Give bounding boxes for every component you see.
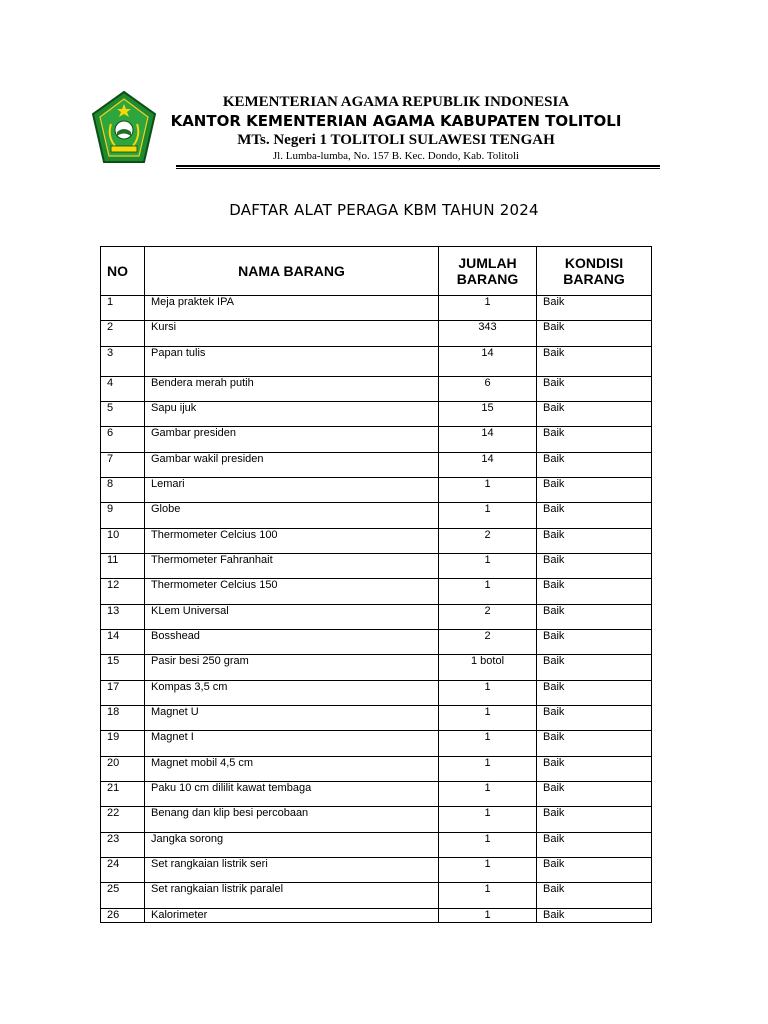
cell-name: Kursi bbox=[145, 321, 439, 347]
cell-condition: Baik bbox=[537, 347, 652, 377]
cell-quantity: 343 bbox=[439, 321, 537, 347]
kemenag-logo-icon bbox=[91, 90, 157, 166]
cell-no: 19 bbox=[101, 731, 145, 757]
table-row bbox=[101, 427, 652, 453]
cell-no: 14 bbox=[101, 630, 145, 655]
cell-name: Papan tulis bbox=[145, 347, 439, 377]
table-row bbox=[101, 909, 652, 923]
cell-no: 25 bbox=[101, 883, 145, 909]
cell-quantity: 15 bbox=[439, 402, 537, 427]
cell-condition: Baik bbox=[537, 681, 652, 706]
cell-quantity: 1 bbox=[439, 833, 537, 858]
cell-condition: Baik bbox=[537, 579, 652, 605]
cell-condition: Baik bbox=[537, 503, 652, 529]
cell-name: Magnet mobil 4,5 cm bbox=[145, 757, 439, 782]
cell-no: 21 bbox=[101, 782, 145, 807]
cell-condition: Baik bbox=[537, 554, 652, 579]
letterhead-divider bbox=[176, 165, 660, 167]
cell-name: Thermometer Fahranhait bbox=[145, 554, 439, 579]
cell-no: 24 bbox=[101, 858, 145, 883]
cell-condition: Baik bbox=[537, 731, 652, 757]
cell-no: 8 bbox=[101, 478, 145, 503]
cell-quantity: 1 bbox=[439, 782, 537, 807]
cell-quantity: 1 bbox=[439, 706, 537, 731]
table-row bbox=[101, 402, 652, 427]
cell-condition: Baik bbox=[537, 833, 652, 858]
table-row bbox=[101, 579, 652, 605]
cell-condition: Baik bbox=[537, 858, 652, 883]
cell-quantity: 1 botol bbox=[439, 655, 537, 681]
table-row bbox=[101, 731, 652, 757]
cell-name: Set rangkaian listrik paralel bbox=[145, 883, 439, 909]
table-row bbox=[101, 757, 652, 782]
cell-no: 1 bbox=[101, 296, 145, 321]
table-row bbox=[101, 453, 652, 478]
cell-quantity: 14 bbox=[439, 347, 537, 377]
table-row bbox=[101, 554, 652, 579]
cell-condition: Baik bbox=[537, 529, 652, 554]
cell-name: Globe bbox=[145, 503, 439, 529]
cell-condition: Baik bbox=[537, 782, 652, 807]
cell-no: 6 bbox=[101, 427, 145, 453]
cell-name: Kalorimeter bbox=[145, 909, 439, 923]
cell-name: Kompas 3,5 cm bbox=[145, 681, 439, 706]
table-row bbox=[101, 681, 652, 706]
letterhead-divider-thin bbox=[176, 168, 660, 169]
equipment-table bbox=[100, 246, 652, 923]
cell-no: 17 bbox=[101, 681, 145, 706]
cell-condition: Baik bbox=[537, 377, 652, 402]
cell-condition: Baik bbox=[537, 296, 652, 321]
cell-no: 13 bbox=[101, 605, 145, 630]
cell-no: 9 bbox=[101, 503, 145, 529]
cell-no: 5 bbox=[101, 402, 145, 427]
column-header-name: NAMA BARANG bbox=[145, 247, 439, 296]
cell-condition: Baik bbox=[537, 453, 652, 478]
table-row bbox=[101, 296, 652, 321]
cell-name: Thermometer Celcius 150 bbox=[145, 579, 439, 605]
cell-condition: Baik bbox=[537, 478, 652, 503]
cell-name: Gambar presiden bbox=[145, 427, 439, 453]
cell-name: Sapu ijuk bbox=[145, 402, 439, 427]
cell-name: Gambar wakil presiden bbox=[145, 453, 439, 478]
cell-no: 3 bbox=[101, 347, 145, 377]
cell-quantity: 1 bbox=[439, 579, 537, 605]
office-name: KANTOR KEMENTERIAN AGAMA KABUPATEN TOLITOLI bbox=[170, 112, 622, 130]
cell-name: Pasir besi 250 gram bbox=[145, 655, 439, 681]
cell-quantity: 1 bbox=[439, 296, 537, 321]
cell-name: Meja praktek IPA bbox=[145, 296, 439, 321]
cell-quantity: 2 bbox=[439, 605, 537, 630]
cell-quantity: 1 bbox=[439, 883, 537, 909]
table-row bbox=[101, 706, 652, 731]
table-row bbox=[101, 782, 652, 807]
column-header-no: NO bbox=[101, 247, 145, 296]
table-row bbox=[101, 503, 652, 529]
table-row bbox=[101, 529, 652, 554]
cell-quantity: 1 bbox=[439, 478, 537, 503]
cell-condition: Baik bbox=[537, 807, 652, 833]
table-row bbox=[101, 605, 652, 630]
cell-quantity: 2 bbox=[439, 630, 537, 655]
table-row bbox=[101, 347, 652, 377]
letterhead bbox=[160, 93, 632, 163]
cell-name: Magnet I bbox=[145, 731, 439, 757]
cell-name: Lemari bbox=[145, 478, 439, 503]
cell-quantity: 14 bbox=[439, 453, 537, 478]
table-header-row bbox=[101, 247, 652, 296]
school-name: MTs. Negeri 1 TOLITOLI SULAWESI TENGAH bbox=[237, 132, 555, 148]
cell-no: 7 bbox=[101, 453, 145, 478]
cell-condition: Baik bbox=[537, 909, 652, 923]
cell-name: Bosshead bbox=[145, 630, 439, 655]
cell-condition: Baik bbox=[537, 321, 652, 347]
column-header-quantity: JUMLAH BARANG bbox=[439, 247, 537, 296]
cell-condition: Baik bbox=[537, 883, 652, 909]
cell-quantity: 1 bbox=[439, 757, 537, 782]
cell-name: Jangka sorong bbox=[145, 833, 439, 858]
table-row bbox=[101, 321, 652, 347]
cell-name: Benang dan klip besi percobaan bbox=[145, 807, 439, 833]
cell-no: 23 bbox=[101, 833, 145, 858]
cell-no: 22 bbox=[101, 807, 145, 833]
cell-quantity: 6 bbox=[439, 377, 537, 402]
cell-condition: Baik bbox=[537, 757, 652, 782]
cell-quantity: 1 bbox=[439, 554, 537, 579]
cell-no: 20 bbox=[101, 757, 145, 782]
cell-name: Thermometer Celcius 100 bbox=[145, 529, 439, 554]
cell-no: 2 bbox=[101, 321, 145, 347]
cell-no: 10 bbox=[101, 529, 145, 554]
ministry-name: KEMENTERIAN AGAMA REPUBLIK INDONESIA bbox=[222, 94, 570, 110]
cell-no: 26 bbox=[101, 909, 145, 923]
cell-quantity: 2 bbox=[439, 529, 537, 554]
cell-quantity: 1 bbox=[439, 503, 537, 529]
table-row bbox=[101, 858, 652, 883]
cell-condition: Baik bbox=[537, 655, 652, 681]
cell-no: 18 bbox=[101, 706, 145, 731]
table-row bbox=[101, 655, 652, 681]
school-address: Jl. Lumba-lumba, No. 157 B. Kec. Dondo, Kab. Tolitoli bbox=[272, 150, 520, 162]
table-row bbox=[101, 833, 652, 858]
cell-condition: Baik bbox=[537, 605, 652, 630]
table-row bbox=[101, 478, 652, 503]
table-row bbox=[101, 807, 652, 833]
cell-name: Magnet U bbox=[145, 706, 439, 731]
cell-quantity: 1 bbox=[439, 909, 537, 923]
cell-no: 4 bbox=[101, 377, 145, 402]
cell-quantity: 1 bbox=[439, 807, 537, 833]
cell-quantity: 1 bbox=[439, 681, 537, 706]
cell-condition: Baik bbox=[537, 402, 652, 427]
cell-no: 15 bbox=[101, 655, 145, 681]
cell-quantity: 1 bbox=[439, 731, 537, 757]
cell-name: KLem Universal bbox=[145, 605, 439, 630]
cell-no: 12 bbox=[101, 579, 145, 605]
column-header-condition: KONDISI BARANG bbox=[537, 247, 652, 296]
table-row bbox=[101, 377, 652, 402]
cell-name: Set rangkaian listrik seri bbox=[145, 858, 439, 883]
cell-name: Paku 10 cm dililit kawat tembaga bbox=[145, 782, 439, 807]
cell-name: Bendera merah putih bbox=[145, 377, 439, 402]
cell-condition: Baik bbox=[537, 706, 652, 731]
document-title: DAFTAR ALAT PERAGA KBM TAHUN 2024 bbox=[229, 201, 539, 219]
cell-quantity: 14 bbox=[439, 427, 537, 453]
cell-quantity: 1 bbox=[439, 858, 537, 883]
table-row bbox=[101, 883, 652, 909]
table-row bbox=[101, 630, 652, 655]
cell-no: 11 bbox=[101, 554, 145, 579]
cell-condition: Baik bbox=[537, 427, 652, 453]
cell-condition: Baik bbox=[537, 630, 652, 655]
